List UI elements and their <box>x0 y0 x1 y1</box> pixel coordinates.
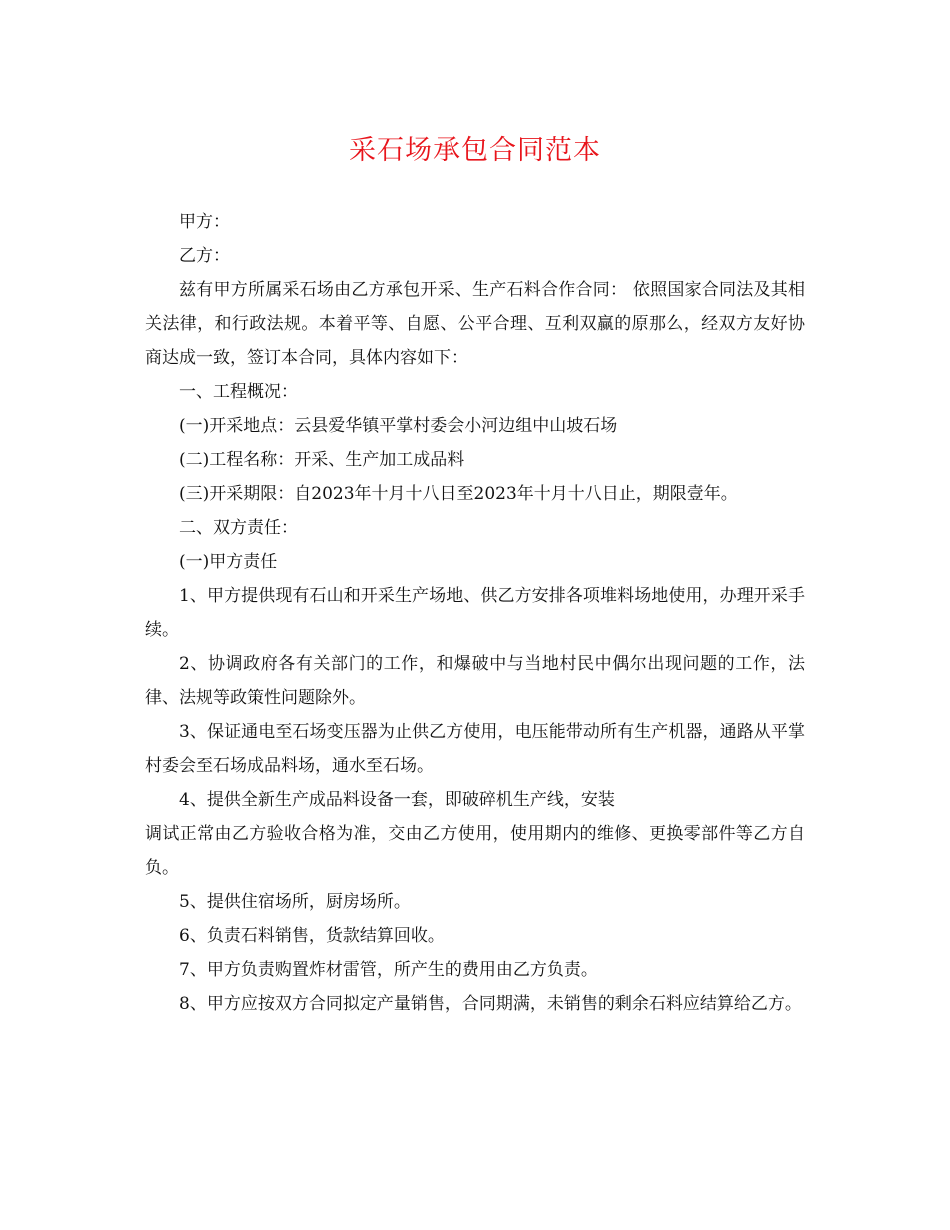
document-title: 采石场承包合同范本 <box>349 135 601 166</box>
preamble-paragraph: 兹有甲方所属采石场由乙方承包开采、生产石料合作合同： 依照国家合同法及其相关法律，和行政法规。本着平等、自愿、公平合理、互利双赢的原那么，经双方友好协商达成一致，签订本合同，具体内容如下： <box>145 280 805 368</box>
clause-mining-location: (一)开采地点：云县爱华镇平掌村委会小河边组中山坡石场 <box>179 416 618 436</box>
clause-item-4-continued: 调试正常由乙方验收合格为准，交由乙方使用，使用期内的维修、更换零部件等乙方自负。 <box>145 824 805 878</box>
clause-item-6: 6、负责石料销售，货款结算回收。 <box>179 926 445 946</box>
clause-project-name: (二)工程名称：开采、生产加工成品料 <box>179 450 465 470</box>
clause-item-5: 5、提供住宿场所，厨房场所。 <box>179 892 411 912</box>
clause-item-2: 2、协调政府各有关部门的工作，和爆破中与当地村民中偶尔出现问题的工作，法律、法规等政策性问题除外。 <box>145 654 805 708</box>
clause-item-8: 8、甲方应按双方合同拟定产量销售，合同期满，未销售的剩余石料应结算给乙方。 <box>179 994 802 1014</box>
section-heading-project-overview: 一、工程概况： <box>179 382 298 402</box>
party-b-line: 乙方： <box>179 246 230 266</box>
subsection-heading-party-a: (一)甲方责任 <box>179 552 278 572</box>
document-body <box>145 205 805 1021</box>
clause-item-7: 7、甲方负责购置炸材雷管，所产生的费用由乙方负责。 <box>179 960 598 980</box>
section-heading-responsibilities: 二、双方责任： <box>179 518 298 538</box>
clause-item-4: 4、提供全新生产成品料设备一套，即破碎机生产线，安装 <box>179 790 615 810</box>
clause-mining-period: (三)开采期限：自2023年十月十八日至2023年十月十八日止，期限壹年。 <box>179 484 738 504</box>
clause-item-3: 3、保证通电至石场变压器为止供乙方使用，电压能带动所有生产机器，通路从平掌村委会至石场成品料场，通水至石场。 <box>145 722 805 776</box>
clause-item-1: 1、甲方提供现有石山和开采生产场地、供乙方安排各项堆料场地使用，办理开采手续。 <box>145 586 805 640</box>
party-a-line: 甲方： <box>179 212 230 232</box>
